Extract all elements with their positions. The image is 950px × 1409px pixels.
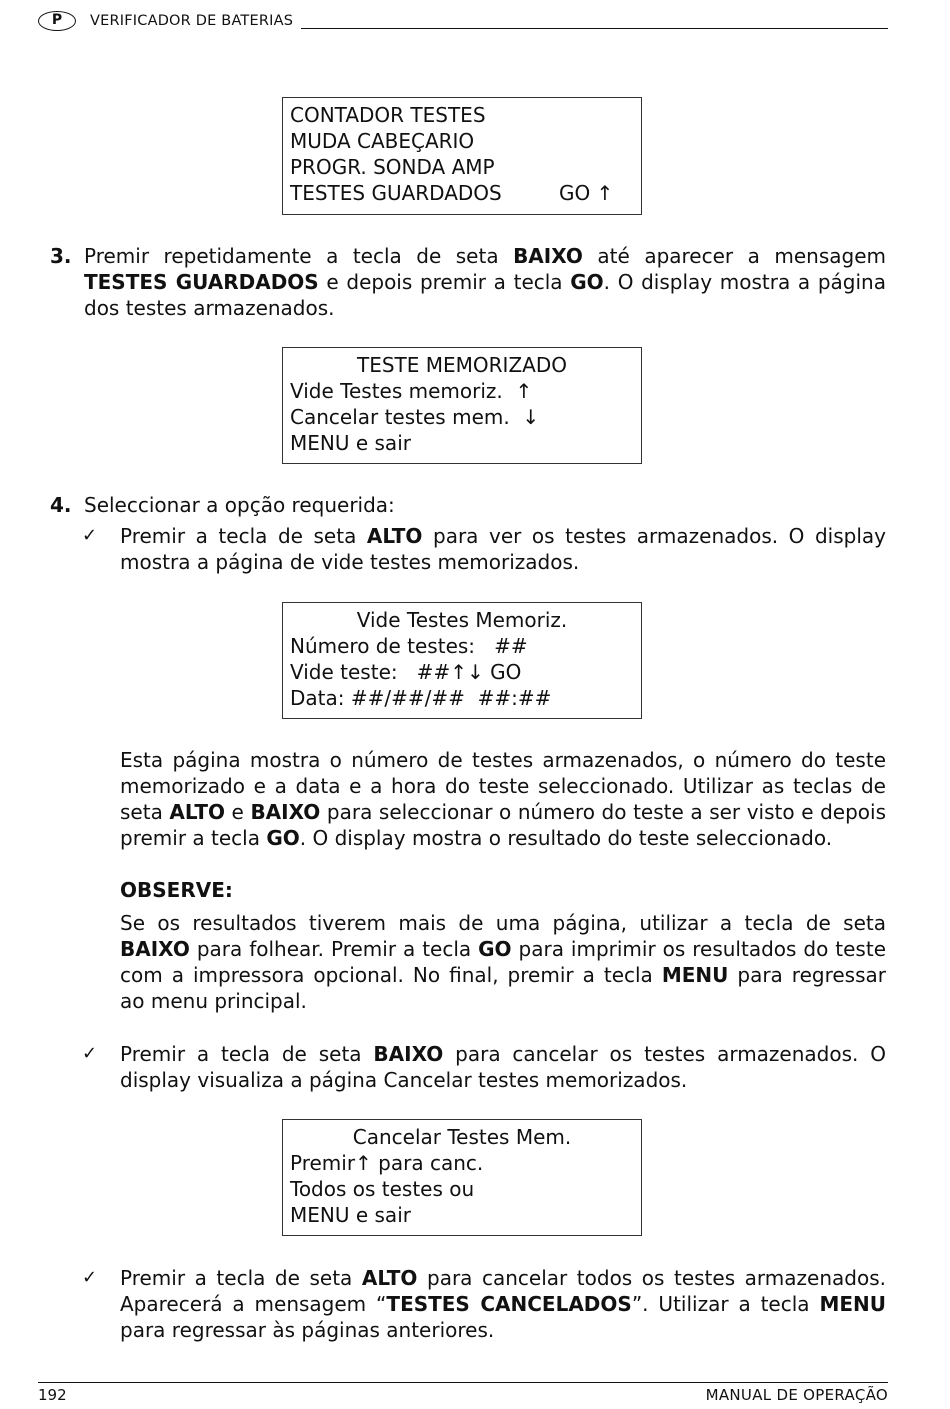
page-header bbox=[38, 10, 888, 34]
display-line: Vide teste: ##↑↓ GO bbox=[290, 660, 522, 684]
display-line: MENU e sair bbox=[290, 1203, 411, 1227]
info-paragraph: Esta página mostra o número de testes armazenados, o número do teste memorizado e a data e a hora do teste seleccionado. Utilizar as teclas de seta ALTO e BAIXO para seleccionar o número do teste a ser visto e depois premir a tecla GO. O display mostra o resultado do teste seleccionado. bbox=[120, 748, 886, 850]
display-line: TESTES GUARDADOS GO ↑ bbox=[290, 181, 614, 205]
page-number: 192 bbox=[38, 1386, 67, 1404]
footer-rule bbox=[38, 1382, 888, 1383]
checkmark-icon: ✓ bbox=[82, 1043, 98, 1064]
display-box-view-tests bbox=[282, 602, 642, 719]
observe-heading: OBSERVE: bbox=[120, 878, 233, 902]
display-line: Cancelar testes mem. ↓ bbox=[290, 405, 540, 429]
display-title: TESTE MEMORIZADO bbox=[357, 353, 567, 377]
display-line: MENU e sair bbox=[290, 431, 411, 455]
display-title: Cancelar Testes Mem. bbox=[352, 1125, 572, 1149]
step-number: 3. bbox=[50, 244, 72, 268]
checkmark-icon: ✓ bbox=[82, 1267, 98, 1288]
display-line: PROGR. SONDA AMP bbox=[290, 155, 495, 179]
display-box-menu bbox=[282, 97, 642, 215]
display-line: Todos os testes ou bbox=[290, 1177, 475, 1201]
language-badge: P bbox=[38, 11, 76, 31]
display-line: MUDA CABEÇARIO bbox=[290, 129, 475, 153]
header-rule bbox=[301, 28, 888, 29]
display-line: Premir↑ para canc. bbox=[290, 1151, 484, 1175]
display-line: Vide Testes memoriz. ↑ bbox=[290, 379, 533, 403]
display-box-stored-tests bbox=[282, 347, 642, 464]
display-line: Data: ##/##/## ##:## bbox=[290, 686, 552, 710]
display-line: CONTADOR TESTES bbox=[290, 103, 486, 127]
display-title: Vide Testes Memoriz. bbox=[356, 608, 568, 632]
document-title: VERIFICADOR DE BATERIAS bbox=[90, 13, 294, 29]
display-box-cancel-tests bbox=[282, 1119, 642, 1236]
bullet-2-text: Premir a tecla de seta BAIXO para cancelar os testes armazenados. O display visualiza a página Cancelar testes memorizados. bbox=[120, 1042, 886, 1092]
step-3-text: Premir repetidamente a tecla de seta BAIXO até aparecer a mensagem TESTES GUARDADOS e depois premir a tecla GO. O display mostra a página dos testes armazenados. bbox=[84, 244, 886, 320]
step-4-text: Seleccionar a opção requerida: bbox=[84, 493, 395, 517]
footer-title: MANUAL DE OPERAÇÃO bbox=[705, 1386, 888, 1404]
observe-paragraph: Se os resultados tiverem mais de uma página, utilizar a tecla de seta BAIXO para folhear. Premir a tecla GO para imprimir os resultados do teste com a impressora opcional. No final, premir a tecla MENU para regressar ao menu principal. bbox=[120, 911, 886, 1013]
bullet-3-text: Premir a tecla de seta ALTO para cancelar todos os testes armazenados. Aparecerá a mensagem “TESTES CANCELADOS”. Utilizar a tecla MENU para regressar às páginas anteriores. bbox=[120, 1266, 886, 1342]
step-number: 4. bbox=[50, 493, 72, 517]
display-line: Número de testes: ## bbox=[290, 634, 528, 658]
checkmark-icon: ✓ bbox=[82, 525, 98, 546]
bullet-1-text: Premir a tecla de seta ALTO para ver os testes armazenados. O display mostra a página de vide testes memorizados. bbox=[120, 524, 886, 574]
